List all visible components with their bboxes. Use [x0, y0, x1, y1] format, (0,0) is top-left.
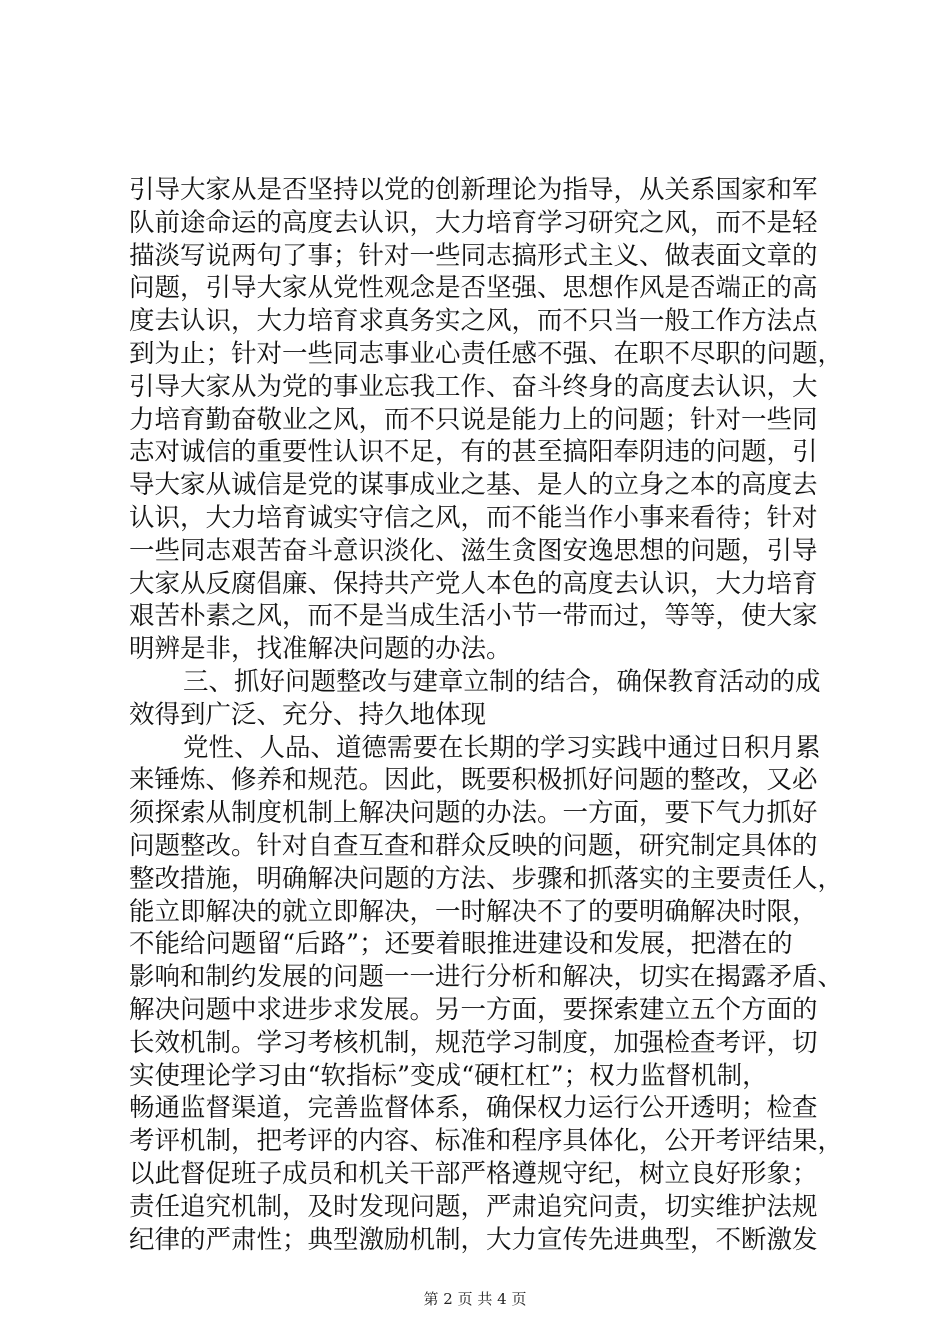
text-line: 党性、人品、道德需要在长期的学习实践中通过日积月累 — [183, 732, 821, 763]
text-line: 艰苦朴素之风，而不是当成生活小节一带而过，等等，使大家 — [129, 601, 818, 632]
text-line: 畅通监督渠道，完善监督体系，确保权力运行公开透明；检查 — [129, 1093, 818, 1124]
text-line: 明辨是非，找准解决问题的办法。 — [129, 634, 512, 665]
text-line: 问题，引导大家从党性观念是否坚强、思想作风是否端正的高 — [129, 273, 818, 304]
text-line: 引导大家从为党的事业忘我工作、奋斗终身的高度去认识，大 — [129, 371, 818, 402]
text-line: 导大家从诚信是党的谋事成业之基、是人的立身之本的高度去 — [129, 470, 818, 501]
text-line: 问题整改。针对自查互查和群众反映的问题，研究制定具体的 — [129, 830, 818, 861]
text-line: 能立即解决的就立即解决，一时解决不了的要明确解决时限， — [129, 896, 818, 927]
text-line: 长效机制。学习考核机制，规范学习制度，加强检查考评，切 — [129, 1027, 818, 1058]
text-line: 描淡写说两句了事；针对一些同志搞形式主义、做表面文章的 — [129, 240, 818, 271]
text-line: 整改措施，明确解决问题的方法、步骤和抓落实的主要责任人， — [129, 863, 844, 894]
text-line: 大家从反腐倡廉、保持共产党人本色的高度去认识，大力培育 — [129, 568, 818, 599]
text-line: 以此督促班子成员和机关干部严格遵规守纪，树立良好形象； — [129, 1158, 818, 1189]
text-line: 须探索从制度机制上解决问题的办法。一方面，要下气力抓好 — [129, 798, 818, 829]
text-line: 力培育勤奋敬业之风，而不只说是能力上的问题；针对一些同 — [129, 404, 818, 435]
text-line: 认识，大力培育诚实守信之风，而不能当作小事来看待；针对 — [129, 502, 818, 533]
page-footer: 第 2 页 共 4 页 — [423, 1290, 527, 1308]
text-line: 三、抓好问题整改与建章立制的结合，确保教育活动的成 — [183, 666, 821, 697]
text-line: 解决问题中求进步求发展。另一方面，要探索建立五个方面的 — [129, 994, 818, 1025]
text-line: 实使理论学习由“软指标”变成“硬杠杠”；权力监督机制， — [129, 1060, 768, 1091]
text-line: 不能给问题留“后路”；还要着眼推进建设和发展，把潜在的 — [129, 929, 793, 960]
text-line: 效得到广泛、充分、持久地体现 — [129, 699, 487, 730]
text-line: 考评机制，把考评的内容、标准和程序具体化，公开考评结果， — [129, 1126, 844, 1157]
text-line: 一些同志艰苦奋斗意识淡化、滋生贪图安逸思想的问题，引导 — [129, 535, 818, 566]
text-line: 引导大家从是否坚持以党的创新理论为指导，从关系国家和军 — [129, 175, 818, 205]
text-line: 纪律的严肃性；典型激励机制，大力宣传先进典型，不断激发 — [129, 1224, 818, 1255]
text-line: 志对诚信的重要性认识不足，有的甚至搞阳奉阴违的问题，引 — [129, 437, 818, 468]
text-line: 影响和制约发展的问题一一进行分析和解决，切实在揭露矛盾、 — [129, 962, 844, 993]
text-line: 队前途命运的高度去认识，大力培育学习研究之风，而不是轻 — [129, 207, 818, 238]
text-line: 来锤炼、修养和规范。因此，既要积极抓好问题的整改，又必 — [129, 765, 818, 796]
text-line: 到为止；针对一些同志事业心责任感不强、在职不尽职的问题， — [129, 338, 844, 369]
text-line: 度去认识，大力培育求真务实之风，而不只当一般工作方法点 — [129, 306, 818, 337]
text-line: 责任追究机制，及时发现问题，严肃追究问责，切实维护法规 — [129, 1191, 818, 1222]
document-body — [129, 174, 849, 1256]
